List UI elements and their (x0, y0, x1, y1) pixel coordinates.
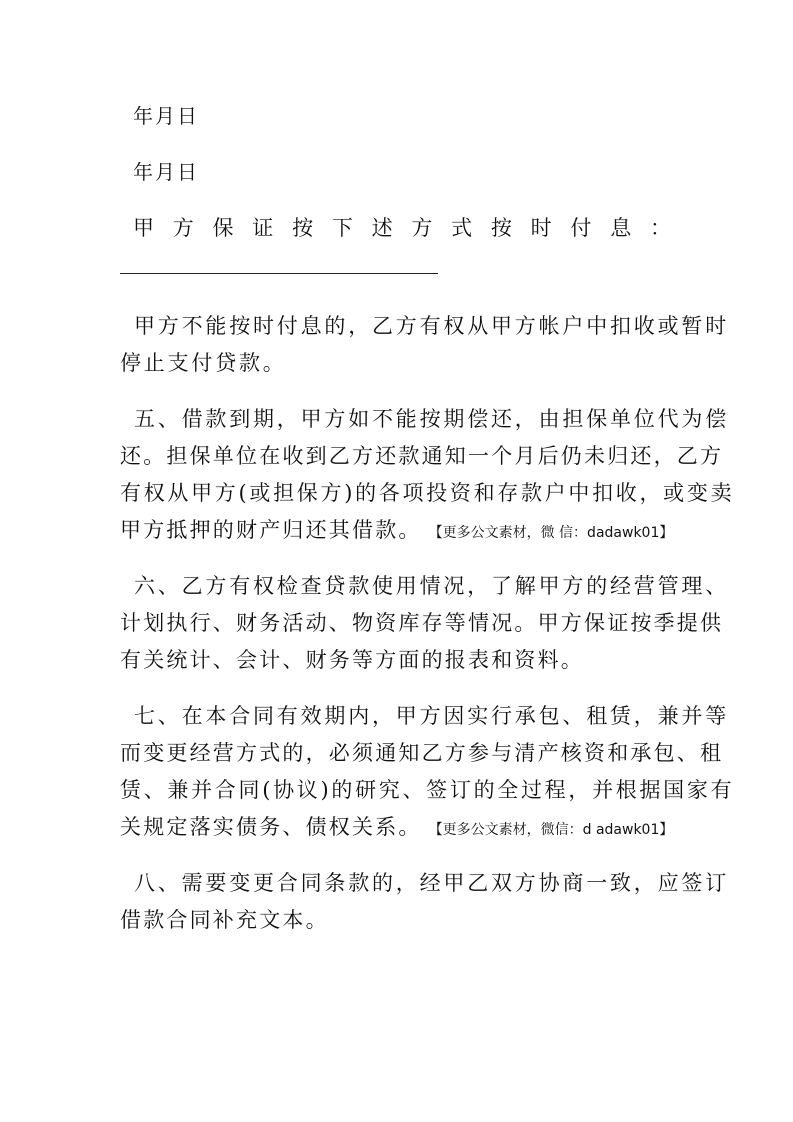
text-line: 借款合同补充文本。 (120, 908, 329, 932)
payment-char: 息 (610, 216, 632, 240)
text-line: 有权从甲方(或担保方)的各项投资和存款户中扣收，或变卖 (120, 481, 735, 505)
text-line: 而变更经营方式的，必须通知乙方参与清产核资和承包、租 (120, 741, 724, 765)
payment-char: 甲 (133, 216, 154, 240)
promo-note: 【更多公文素材，微信：d adawk01】 (435, 822, 674, 838)
payment-char: 方 (411, 216, 433, 240)
payment-char: ： (649, 216, 671, 240)
text-line: 甲方不能按时付息的，乙方有权从甲方帐户中扣收或暂时 (134, 314, 729, 338)
payment-char: 下 (331, 216, 353, 240)
date-line-2: 年月日 (133, 160, 199, 184)
text-line: 六、乙方有权检查贷款使用情况，了解甲方的经营管理、 (134, 574, 729, 598)
text-line: 甲方抵押的财产归还其借款。 (120, 518, 422, 542)
payment-char: 付 (570, 216, 592, 240)
text-line: 还。担保单位在收到乙方还款通知一个月后仍未归还，乙方 (120, 444, 724, 468)
text-line: 赁、兼并合同(协议)的研究、签订的全过程，并根据国家有 (120, 778, 735, 802)
text-line: 计划执行、财务活动、物资库存等情况。甲方保证按季提供 (120, 611, 724, 635)
payment-char: 保 (212, 216, 234, 240)
payment-char: 式 (451, 216, 473, 240)
payment-char: 按 (292, 216, 314, 240)
payment-method-line (133, 215, 671, 241)
payment-char: 时 (530, 216, 552, 240)
payment-char: 按 (490, 216, 512, 240)
text-line: 七、在本合同有效期内，甲方因实行承包、租赁，兼并等 (134, 704, 729, 728)
blank-fill-line (120, 273, 438, 274)
payment-char: 证 (252, 216, 274, 240)
date-line-1: 年月日 (133, 104, 199, 128)
promo-note: 【更多公文素材，微 信：dadawk01】 (435, 525, 674, 541)
text-line: 关规定落实债务、债权关系。 (120, 815, 422, 839)
text-line: 五、借款到期，甲方如不能按期偿还，由担保单位代为偿 (134, 407, 729, 431)
text-line: 八、需要变更合同条款的，经甲乙双方协商一致，应签订 (134, 871, 729, 895)
text-line-with-note (120, 814, 675, 843)
text-line-with-note (120, 517, 675, 546)
text-line: 停止支付贷款。 (120, 351, 287, 375)
payment-char: 述 (371, 216, 393, 240)
text-line: 有关统计、会计、财务等方面的报表和资料。 (120, 648, 584, 672)
payment-char: 方 (172, 216, 194, 240)
